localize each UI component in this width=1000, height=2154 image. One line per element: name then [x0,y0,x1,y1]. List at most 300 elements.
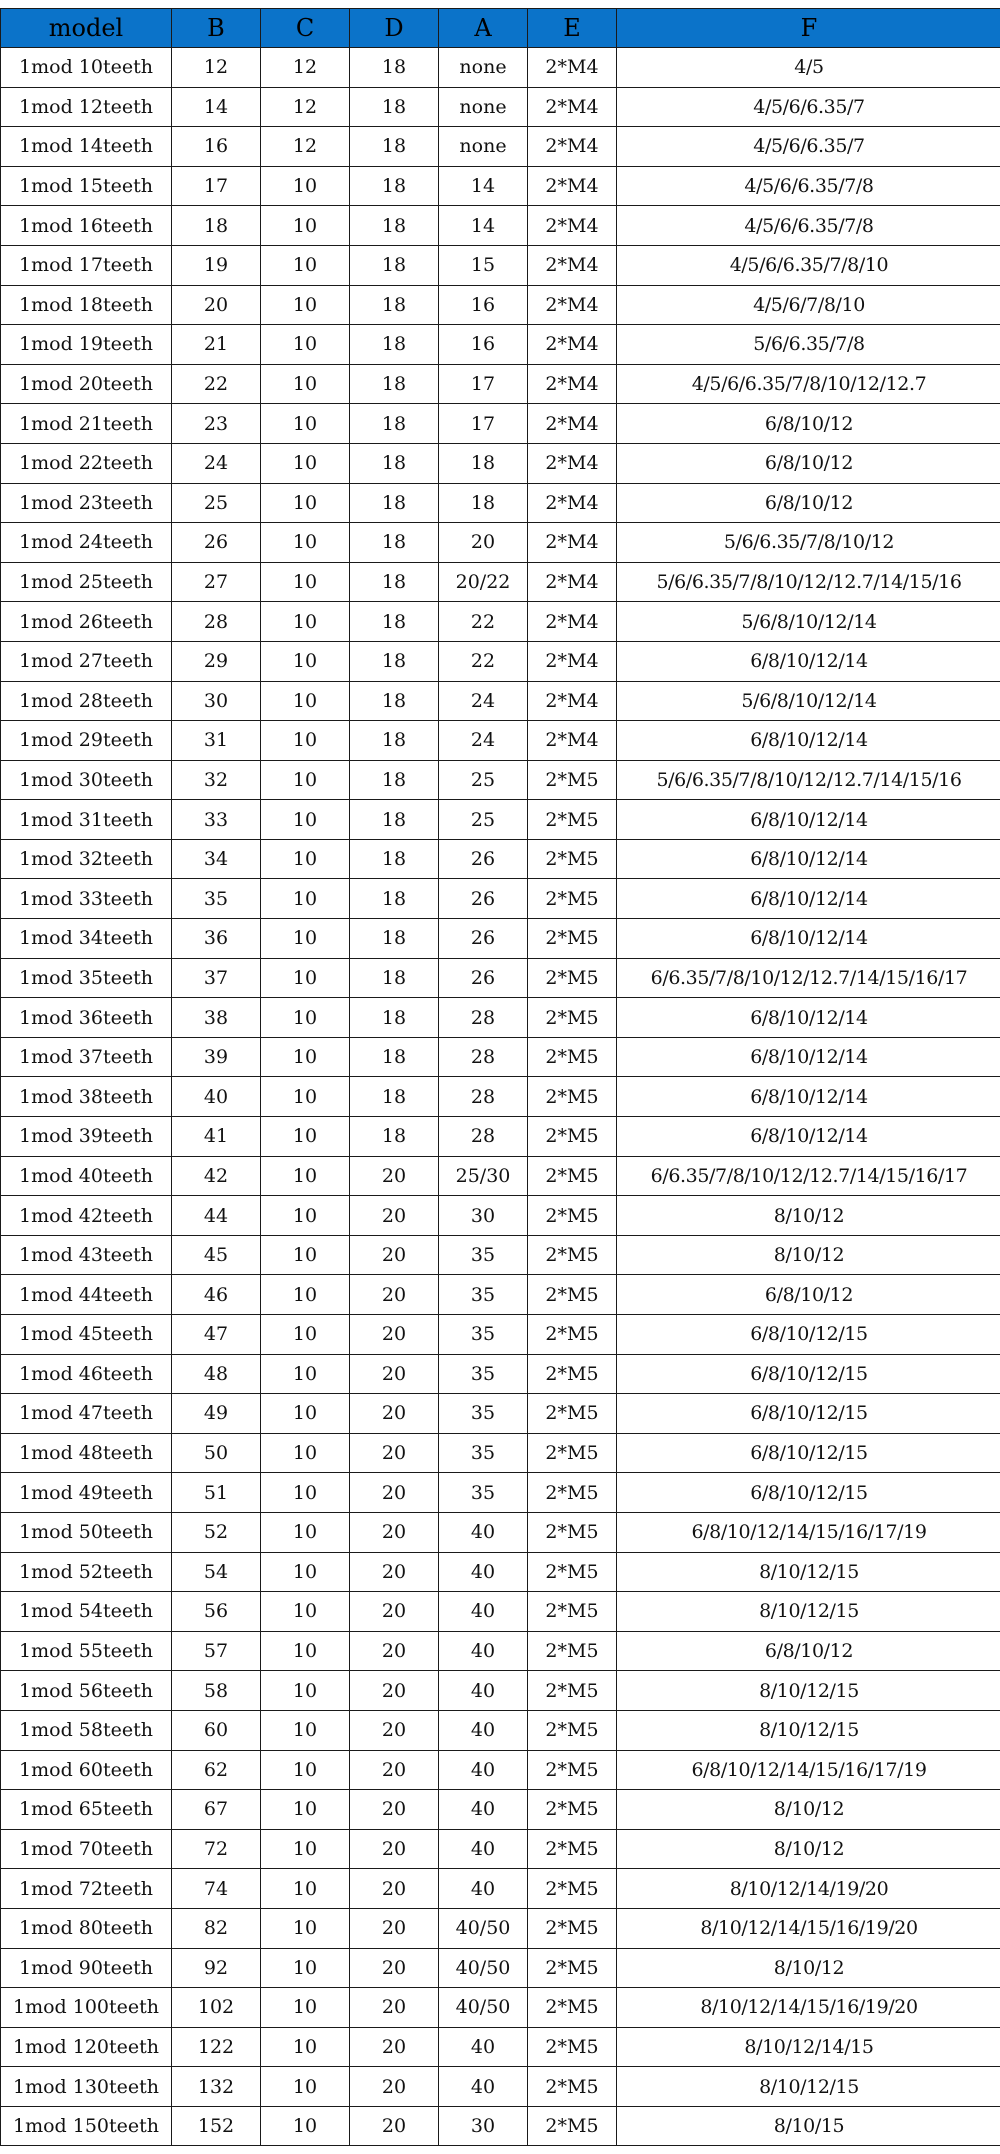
table-row [1,1710,1000,1750]
cell-f: 8/10/12 [617,1235,1000,1275]
cell-a: 35 [439,1394,528,1434]
cell-e: 2*M5 [528,1948,617,1988]
cell-f: 8/10/15 [617,2106,1000,2146]
cell-model: 1mod 14teeth [1,127,172,167]
cell-b: 47 [172,1315,261,1355]
cell-b: 57 [172,1631,261,1671]
cell-e: 2*M4 [528,166,617,206]
table-row [1,2106,1000,2146]
cell-d: 20 [350,1908,439,1948]
table-row [1,1552,1000,1592]
cell-e: 2*M5 [528,958,617,998]
cell-d: 20 [350,1631,439,1671]
cell-e: 2*M5 [528,1117,617,1157]
table-row [1,364,1000,404]
table-row [1,1750,1000,1790]
cell-d: 20 [350,1433,439,1473]
cell-b: 58 [172,1671,261,1711]
cell-e: 2*M5 [528,1315,617,1355]
cell-model: 1mod 72teeth [1,1869,172,1909]
table-row [1,1354,1000,1394]
cell-model: 1mod 24teeth [1,523,172,563]
cell-f: 6/8/10/12 [617,404,1000,444]
cell-b: 18 [172,206,261,246]
table-row [1,245,1000,285]
table-row [1,1592,1000,1632]
cell-d: 18 [350,364,439,404]
table-header [1,9,1000,48]
cell-b: 56 [172,1592,261,1632]
cell-f: 6/8/10/12/14/15/16/17/19 [617,1512,1000,1552]
cell-a: 26 [439,919,528,959]
cell-a: 16 [439,285,528,325]
cell-e: 2*M5 [528,1988,617,2028]
cell-f: 5/6/6.35/7/8 [617,325,1000,365]
cell-f: 6/8/10/12 [617,483,1000,523]
cell-c: 10 [261,1156,350,1196]
cell-d: 20 [350,1473,439,1513]
cell-e: 2*M5 [528,1156,617,1196]
cell-c: 10 [261,285,350,325]
cell-c: 10 [261,1275,350,1315]
cell-model: 1mod 10teeth [1,48,172,88]
cell-d: 18 [350,998,439,1038]
cell-d: 20 [350,1790,439,1830]
cell-d: 20 [350,1394,439,1434]
table-row [1,2067,1000,2107]
cell-a: 28 [439,998,528,1038]
cell-b: 39 [172,1037,261,1077]
cell-e: 2*M5 [528,1512,617,1552]
cell-d: 18 [350,325,439,365]
header-a: A [439,9,528,48]
cell-e: 2*M4 [528,641,617,681]
cell-b: 16 [172,127,261,167]
cell-model: 1mod 36teeth [1,998,172,1038]
cell-f: 4/5/6/6.35/7 [617,87,1000,127]
cell-model: 1mod 27teeth [1,641,172,681]
cell-f: 6/8/10/12/14 [617,1037,1000,1077]
cell-c: 10 [261,1394,350,1434]
cell-a: 17 [439,404,528,444]
cell-f: 4/5/6/7/8/10 [617,285,1000,325]
cell-model: 1mod 31teeth [1,800,172,840]
table-row [1,1275,1000,1315]
cell-c: 10 [261,166,350,206]
cell-f: 6/8/10/12 [617,443,1000,483]
cell-a: 40/50 [439,1988,528,2028]
cell-d: 18 [350,127,439,167]
cell-e: 2*M5 [528,1196,617,1236]
cell-f: 8/10/12/15 [617,1671,1000,1711]
cell-b: 27 [172,562,261,602]
cell-c: 10 [261,919,350,959]
cell-c: 10 [261,2106,350,2146]
table-row [1,562,1000,602]
cell-e: 2*M4 [528,562,617,602]
cell-e: 2*M5 [528,1552,617,1592]
table-row [1,1037,1000,1077]
cell-f: 8/10/12 [617,1948,1000,1988]
table-row [1,127,1000,167]
cell-a: none [439,48,528,88]
cell-f: 6/8/10/12/14/15/16/17/19 [617,1750,1000,1790]
cell-d: 18 [350,483,439,523]
cell-e: 2*M4 [528,48,617,88]
cell-f: 6/8/10/12/14 [617,641,1000,681]
cell-f: 6/8/10/12/14 [617,1077,1000,1117]
table-row [1,1908,1000,1948]
cell-d: 18 [350,879,439,919]
cell-f: 6/8/10/12/15 [617,1473,1000,1513]
cell-c: 10 [261,1512,350,1552]
cell-d: 18 [350,681,439,721]
cell-c: 10 [261,1473,350,1513]
cell-a: 20 [439,523,528,563]
cell-a: 25 [439,760,528,800]
cell-f: 4/5/6/6.35/7/8 [617,206,1000,246]
cell-a: none [439,87,528,127]
cell-b: 54 [172,1552,261,1592]
cell-e: 2*M5 [528,800,617,840]
cell-f: 8/10/12 [617,1829,1000,1869]
cell-e: 2*M5 [528,1077,617,1117]
cell-c: 10 [261,443,350,483]
cell-b: 17 [172,166,261,206]
table-row [1,1948,1000,1988]
cell-c: 10 [261,1315,350,1355]
cell-c: 10 [261,1117,350,1157]
cell-e: 2*M4 [528,364,617,404]
cell-c: 10 [261,245,350,285]
cell-e: 2*M4 [528,245,617,285]
cell-b: 82 [172,1908,261,1948]
cell-model: 1mod 15teeth [1,166,172,206]
cell-f: 5/6/6.35/7/8/10/12/12.7/14/15/16 [617,562,1000,602]
table-row [1,443,1000,483]
cell-b: 12 [172,48,261,88]
cell-a: 24 [439,681,528,721]
cell-d: 18 [350,919,439,959]
cell-b: 40 [172,1077,261,1117]
cell-d: 18 [350,641,439,681]
cell-b: 49 [172,1394,261,1434]
cell-f: 8/10/12/14/15/16/19/20 [617,1908,1000,1948]
cell-b: 28 [172,602,261,642]
cell-c: 10 [261,998,350,1038]
cell-c: 10 [261,325,350,365]
cell-d: 20 [350,1156,439,1196]
cell-f: 6/8/10/12/14 [617,919,1000,959]
cell-e: 2*M5 [528,2106,617,2146]
cell-a: 28 [439,1117,528,1157]
cell-a: 22 [439,602,528,642]
cell-model: 1mod 26teeth [1,602,172,642]
cell-f: 6/8/10/12/14 [617,839,1000,879]
table-row [1,1315,1000,1355]
cell-e: 2*M5 [528,1710,617,1750]
cell-model: 1mod 90teeth [1,1948,172,1988]
cell-f: 8/10/12/15 [617,1710,1000,1750]
cell-e: 2*M5 [528,998,617,1038]
cell-model: 1mod 23teeth [1,483,172,523]
cell-a: 26 [439,879,528,919]
cell-e: 2*M4 [528,87,617,127]
cell-c: 10 [261,602,350,642]
cell-f: 8/10/12 [617,1790,1000,1830]
cell-e: 2*M5 [528,1275,617,1315]
table-row [1,1829,1000,1869]
table-row [1,1196,1000,1236]
cell-b: 46 [172,1275,261,1315]
cell-b: 102 [172,1988,261,2028]
header-d: D [350,9,439,48]
cell-a: 35 [439,1315,528,1355]
cell-e: 2*M5 [528,1908,617,1948]
table-row [1,1235,1000,1275]
cell-a: 30 [439,2106,528,2146]
cell-d: 18 [350,602,439,642]
cell-e: 2*M5 [528,1235,617,1275]
cell-c: 10 [261,721,350,761]
cell-c: 10 [261,206,350,246]
cell-model: 1mod 100teeth [1,1988,172,2028]
cell-c: 10 [261,1354,350,1394]
cell-b: 42 [172,1156,261,1196]
cell-f: 6/8/10/12/15 [617,1354,1000,1394]
cell-a: 25 [439,800,528,840]
cell-e: 2*M5 [528,1790,617,1830]
cell-a: 40 [439,1592,528,1632]
cell-e: 2*M5 [528,919,617,959]
cell-d: 20 [350,1315,439,1355]
cell-d: 18 [350,48,439,88]
cell-d: 18 [350,760,439,800]
table-row [1,721,1000,761]
cell-b: 51 [172,1473,261,1513]
cell-c: 10 [261,1196,350,1236]
cell-d: 20 [350,1552,439,1592]
cell-f: 6/8/10/12 [617,1275,1000,1315]
cell-a: 35 [439,1235,528,1275]
cell-e: 2*M5 [528,1671,617,1711]
cell-a: 18 [439,483,528,523]
table-row [1,760,1000,800]
cell-c: 10 [261,483,350,523]
cell-a: 18 [439,443,528,483]
cell-a: 24 [439,721,528,761]
cell-a: 35 [439,1473,528,1513]
cell-c: 10 [261,1710,350,1750]
cell-c: 10 [261,839,350,879]
cell-a: 30 [439,1196,528,1236]
cell-b: 35 [172,879,261,919]
cell-f: 4/5/6/6.35/7/8/10/12/12.7 [617,364,1000,404]
cell-c: 10 [261,958,350,998]
cell-f: 8/10/12 [617,1196,1000,1236]
cell-a: 40 [439,1829,528,1869]
cell-model: 1mod 25teeth [1,562,172,602]
table-row [1,1790,1000,1830]
cell-b: 41 [172,1117,261,1157]
cell-b: 37 [172,958,261,998]
cell-model: 1mod 29teeth [1,721,172,761]
table-row [1,1869,1000,1909]
cell-d: 18 [350,1037,439,1077]
header-e: E [528,9,617,48]
cell-b: 62 [172,1750,261,1790]
cell-e: 2*M5 [528,1829,617,1869]
header-row [1,9,1000,48]
table-row [1,325,1000,365]
cell-f: 4/5/6/6.35/7/8/10 [617,245,1000,285]
cell-f: 6/8/10/12/14 [617,800,1000,840]
table-row [1,166,1000,206]
header-model: model [1,9,172,48]
cell-d: 18 [350,958,439,998]
cell-a: 40 [439,1552,528,1592]
cell-c: 10 [261,681,350,721]
cell-f: 8/10/12/14/19/20 [617,1869,1000,1909]
cell-f: 6/6.35/7/8/10/12/12.7/14/15/16/17 [617,958,1000,998]
cell-a: none [439,127,528,167]
cell-d: 20 [350,1196,439,1236]
cell-a: 40 [439,1671,528,1711]
cell-d: 18 [350,166,439,206]
cell-f: 4/5 [617,48,1000,88]
cell-d: 20 [350,1512,439,1552]
cell-f: 4/5/6/6.35/7/8 [617,166,1000,206]
cell-a: 28 [439,1077,528,1117]
cell-a: 15 [439,245,528,285]
cell-a: 17 [439,364,528,404]
cell-b: 31 [172,721,261,761]
cell-e: 2*M5 [528,839,617,879]
cell-e: 2*M5 [528,1869,617,1909]
cell-a: 22 [439,641,528,681]
cell-model: 1mod 45teeth [1,1315,172,1355]
cell-c: 10 [261,1908,350,1948]
header-b: B [172,9,261,48]
cell-b: 92 [172,1948,261,1988]
cell-c: 10 [261,1552,350,1592]
cell-a: 26 [439,839,528,879]
cell-e: 2*M4 [528,325,617,365]
cell-b: 67 [172,1790,261,1830]
cell-d: 20 [350,1869,439,1909]
cell-d: 18 [350,721,439,761]
cell-a: 40 [439,1710,528,1750]
cell-b: 36 [172,919,261,959]
cell-b: 50 [172,1433,261,1473]
cell-e: 2*M5 [528,2067,617,2107]
cell-b: 52 [172,1512,261,1552]
cell-b: 26 [172,523,261,563]
cell-b: 45 [172,1235,261,1275]
cell-b: 48 [172,1354,261,1394]
cell-b: 14 [172,87,261,127]
cell-d: 18 [350,87,439,127]
cell-f: 6/6.35/7/8/10/12/12.7/14/15/16/17 [617,1156,1000,1196]
cell-c: 10 [261,523,350,563]
cell-b: 74 [172,1869,261,1909]
cell-d: 20 [350,1988,439,2028]
cell-f: 6/8/10/12/14 [617,879,1000,919]
cell-a: 40 [439,1631,528,1671]
cell-c: 10 [261,879,350,919]
cell-f: 6/8/10/12/15 [617,1433,1000,1473]
cell-f: 6/8/10/12/14 [617,1117,1000,1157]
cell-f: 5/6/6.35/7/8/10/12/12.7/14/15/16 [617,760,1000,800]
cell-c: 10 [261,760,350,800]
table-row [1,800,1000,840]
cell-c: 10 [261,1671,350,1711]
cell-e: 2*M4 [528,206,617,246]
cell-c: 10 [261,1037,350,1077]
cell-model: 1mod 17teeth [1,245,172,285]
cell-d: 18 [350,245,439,285]
cell-d: 18 [350,285,439,325]
cell-c: 10 [261,2067,350,2107]
gear-spec-table [0,8,1000,2146]
table-row [1,602,1000,642]
cell-a: 40 [439,1750,528,1790]
cell-a: 40 [439,1790,528,1830]
cell-model: 1mod 150teeth [1,2106,172,2146]
cell-d: 18 [350,443,439,483]
cell-d: 20 [350,1671,439,1711]
cell-e: 2*M5 [528,1750,617,1790]
cell-a: 20/22 [439,562,528,602]
cell-d: 20 [350,2106,439,2146]
cell-model: 1mod 32teeth [1,839,172,879]
table-row [1,1473,1000,1513]
cell-model: 1mod 54teeth [1,1592,172,1632]
cell-d: 20 [350,2027,439,2067]
table-body [1,48,1000,2146]
cell-c: 10 [261,1077,350,1117]
table-row [1,2027,1000,2067]
cell-f: 6/8/10/12/14 [617,998,1000,1038]
cell-b: 44 [172,1196,261,1236]
cell-model: 1mod 39teeth [1,1117,172,1157]
cell-c: 10 [261,1592,350,1632]
cell-c: 12 [261,87,350,127]
cell-c: 10 [261,404,350,444]
cell-b: 30 [172,681,261,721]
cell-model: 1mod 18teeth [1,285,172,325]
cell-b: 22 [172,364,261,404]
header-f: F [617,9,1000,48]
cell-d: 18 [350,1077,439,1117]
table-row [1,87,1000,127]
cell-a: 35 [439,1275,528,1315]
cell-f: 8/10/12/14/15 [617,2027,1000,2067]
cell-d: 18 [350,523,439,563]
cell-b: 25 [172,483,261,523]
cell-b: 20 [172,285,261,325]
table-row [1,1631,1000,1671]
cell-a: 40 [439,2067,528,2107]
cell-model: 1mod 120teeth [1,2027,172,2067]
cell-b: 23 [172,404,261,444]
table-row [1,483,1000,523]
cell-e: 2*M5 [528,879,617,919]
cell-model: 1mod 21teeth [1,404,172,444]
cell-c: 10 [261,1235,350,1275]
cell-d: 18 [350,1117,439,1157]
table-row [1,1512,1000,1552]
